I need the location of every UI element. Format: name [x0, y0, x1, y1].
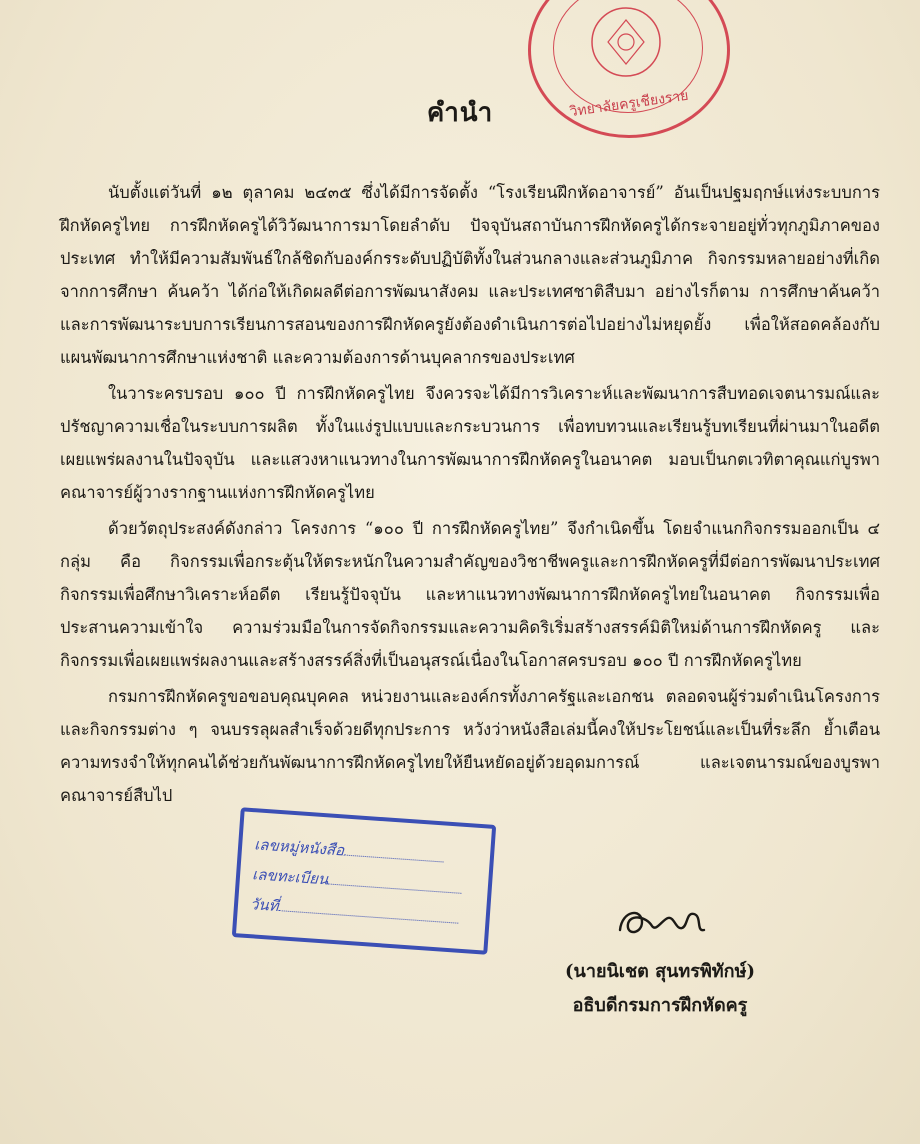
- signer-position: อธิบดีกรมการฝึกหัดครู: [572, 995, 748, 1016]
- paragraph: ด้วยวัตถุประสงค์ดังกล่าว โครงการ “๑๐๐ ปี การฝึกหัดครูไทย” จึงกำเนิดขึ้น โดยจำแนกกิจกรรมออกเป็น ๔ กลุ่ม คือ กิจกรรมเพื่อกระตุ้นให้ตระหนักในความสำคัญของวิชาชีพครูและการฝึกหัดครูที่มีต่อการพัฒนาประเทศ กิจกรรมเพื่อศึกษาวิเคราะห์อดีต เรียนรู้ปัจจุบัน และหาแนวทางพัฒนาการฝึกหัดครูไทยในอนาคต กิจกรรมเพื่อประสานความเข้าใจ ความร่วมมือในการจัดกิจกรรมและความคิดริเริ่มสร้างสรรค์มิติใหม่ด้านการฝึกหัดครู และกิจกรรมเพื่อเผยแพร่ผลงานและสร้างสรรค์สิ่งที่เป็นอนุสรณ์เนื่องในโอกาสครบรอบ ๑๐๐ ปี การฝึกหัดครูไทย: [60, 519, 880, 670]
- foreword-body: [60, 176, 880, 812]
- page-title: คำนำ: [426, 98, 494, 128]
- receipt-label: วันที่: [249, 895, 280, 916]
- paragraph: นับตั้งแต่วันที่ ๑๒ ตุลาคม ๒๔๓๕ ซึ่งได้มีการจัดตั้ง “โรงเรียนฝึกหัดอาจารย์” อันเป็นปฐมฤกษ์แห่งระบบการฝึกหัดครูไทย การฝึกหัดครูได้วิวัฒนาการมาโดยลำดับ ปัจจุบันสถาบันการฝึกหัดครูได้กระจายอยู่ทั่วทุกภูมิภาคของประเทศ ทำให้มีความสัมพันธ์ใกล้ชิดกับองค์กรระดับปฏิบัติทั้งในส่วนกลางและส่วนภูมิภาค กิจกรรมหลายอย่างที่เกิดจากการศึกษา ค้นคว้า ได้ก่อให้เกิดผลดีต่อการพัฒนาสังคม และประเทศชาติสืบมา อย่างไรก็ตาม การศึกษาค้นคว้าและการพัฒนาระบบการเรียนการสอนของการฝึกหัดครูยังต้องดำเนินการต่อไปอย่างไม่หยุดยั้ง เพื่อให้สอดคล้องกับแผนพัฒนาการศึกษาแห่งชาติ และความต้องการด้านบุคลากรของประเทศ: [60, 183, 880, 367]
- signer-name: (นายนิเชต สุนทรพิทักษ์): [565, 961, 755, 982]
- library-stamp-text: วิทยาลัยครูเชียงราย: [568, 87, 690, 121]
- receipt-label: เลขทะเบียน: [251, 865, 329, 889]
- paragraph: กรมการฝึกหัดครูขอขอบคุณบุคคล หน่วยงานและองค์กรทั้งภาครัฐและเอกชน ตลอดจนผู้ร่วมดำเนินโครงการและกิจกรรมต่าง ๆ จนบรรลุผลสำเร็จด้วยดีทุกประการ หวังว่าหนังสือเล่มนี้คงให้ประโยชน์และเป็นที่ระลึก ย้ำเตือนความทรงจำให้ทุกคนได้ช่วยกันพัฒนาการฝึกหัดครูไทยให้ยืนหยัดอยู่ด้วยอุดมการณ์ และเจตนารมณ์ของบูรพาคณาจารย์สืบไป: [60, 687, 880, 805]
- paragraph: ในวาระครบรอบ ๑๐๐ ปี การฝึกหัดครูไทย จึงควรจะได้มีการวิเคราะห์และพัฒนาการสืบทอดเจตนารมณ์และปรัชญาความเชื่อในระบบการผลิต ทั้งในแง่รูปแบบและกระบวนการ เพื่อทบทวนและเรียนรู้บทเรียนที่ผ่านมาในอดีต เผยแพร่ผลงานในปัจจุบัน และแสวงหาแนวทางในการพัฒนาการฝึกหัดครูในอนาคต มอบเป็นกตเวทิตาคุณแก่บูรพาคณาจารย์ผู้วางรากฐานแห่งการฝึกหัดครูไทย: [60, 384, 880, 502]
- handwritten-signature: [612, 900, 712, 944]
- receipt-label: เลขหมู่หนังสือ: [253, 835, 345, 860]
- receipt-stamp: [232, 807, 496, 955]
